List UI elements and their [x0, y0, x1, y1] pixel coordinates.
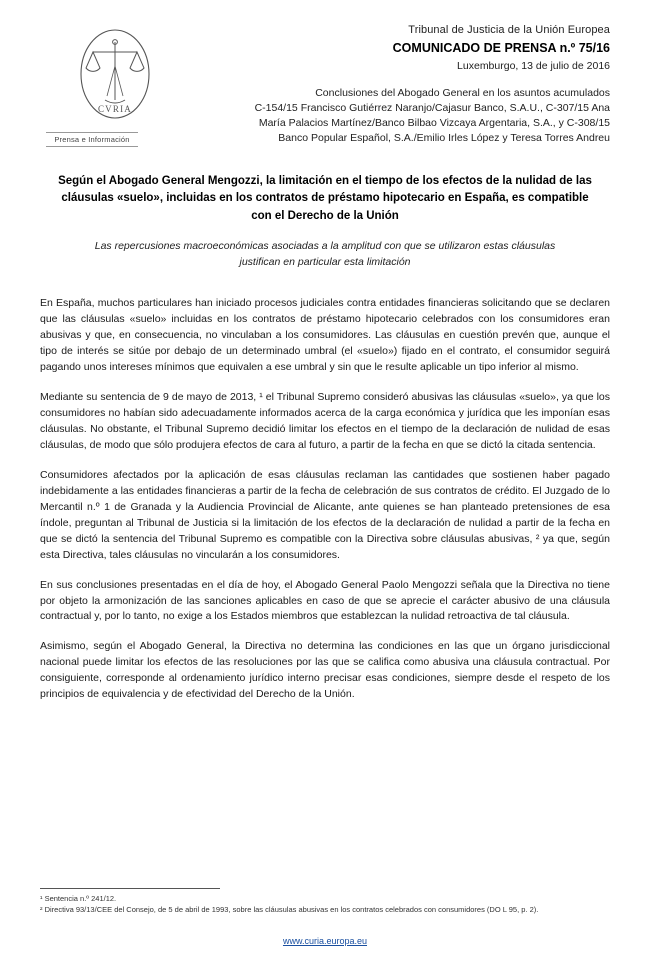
body-paragraph: Asimismo, según el Abogado General, la Directiva no determina las condiciones en las que un órgano jurisdiccional nacional puede limitar los efectos de las resoluciones por las que se califica como abusiva una cláusula contractual. Por consiguiente, corresponde al ordenamiento jurídico interno precisar esas condiciones, siempre desde el respeto de los principios de equivalencia y de efectividad del Derecho de la Unión. [40, 640, 610, 701]
body-paragraph: En España, muchos particulares han iniciado procesos judiciales contra entidades financieras solicitando que se declaren que las cláusulas «suelo» incluidas en los contratos de préstamo hipotecario celebrados con los consumidores eran abusivas y que, en consecuencia, no vinculaban a los consumidores. Las cláusulas en cuestión prevén que, aunque el tipo de interés se sitúe por debajo de un determinado umbral (el «suelo») fijado en el contrato, el consumidor seguirá pagando unos intereses mínimos que equivalen a ese umbral y sin que le resulte aplicable un tipo inferior al mismo. [40, 297, 610, 374]
header-right [190, 22, 610, 146]
page-subtitle: Las repercusiones macroeconómicas asociadas a la amplitud con que se utilizaron estas cláusulas justifican en particular esta limitación [94, 239, 556, 268]
document-body [40, 296, 610, 703]
curia-emblem-icon [67, 26, 163, 122]
footnotes [40, 888, 610, 916]
press-release-number: COMUNICADO DE PRENSA n.º 75/16 [392, 41, 610, 55]
page-title: Según el Abogado General Mengozzi, la limitación en el tiempo de los efectos de la nulidad de las cláusulas «suelo», incluidas en los contratos de préstamo hipotecario en España, es compatible con el Derecho de la Unión [58, 175, 592, 222]
body-paragraph: Consumidores afectados por la aplicación de esas cláusulas reclaman las cantidades que sostienen haber pagado indebidamente a las entidades financieras a partir de la fecha de celebración de sus contratos de crédito. El Juzgado de lo Mercantil n.º 1 de Granada y la Audiencia Provincial de Alicante, ante quienes se han planteado pretensiones de esa índole, preguntan al Tribunal de Justicia si la limitación de los efectos de la declaración de nulidad a partir de la fecha en que se dictó la sentencia del Tribunal Supremo es compatible con la Directiva sobre cláusulas abusivas, ² ya que, según esta Directiva, tales cláusulas no vincularán a los consumidores. [40, 468, 610, 561]
body-paragraph: Mediante su sentencia de 9 de mayo de 2013, ¹ el Tribunal Supremo consideró abusivas las cláusulas «suelo», ya que los consumidores no habían sido adecuadamente informados acerca de la carga económica y jurídica que les imponían esas cláusulas. No obstante, el Tribunal Supremo decidió limitar los efectos en el tiempo de la declaración de nulidad de esas cláusulas, de modo que sólo produjera efectos de cara al futuro, a partir de la fecha en que se dictó la citada sentencia. [40, 391, 610, 451]
footnote-item: ¹ Sentencia n.º 241/12. [40, 894, 117, 904]
place-and-date: Luxemburgo, 13 de julio de 2016 [457, 60, 610, 72]
case-reference-line: Conclusiones del Abogado General en los asuntos acumulados [315, 87, 610, 99]
case-reference-line: María Palacios Martínez/Banco Bilbao Vizcaya Argentaria, S.A., y C-308/15 [258, 116, 610, 129]
press-information-label: Prensa e Información [46, 132, 138, 147]
case-reference-line: C-154/15 Francisco Gutiérrez Naranjo/Cajasur Banco, S.A.U., C-307/15 Ana [254, 101, 610, 114]
curia-website-link[interactable]: www.curia.europa.eu [282, 936, 368, 946]
court-name: Tribunal de Justicia de la Unión Europea [408, 24, 610, 36]
document-header [40, 22, 610, 147]
case-reference-block [190, 86, 610, 146]
footnote-divider [40, 888, 220, 889]
logo-block [40, 22, 190, 147]
case-reference-line: Banco Popular Español, S.A./Emilio Irles López y Teresa Torres Andreu [278, 131, 610, 144]
body-paragraph: En sus conclusiones presentadas en el día de hoy, el Abogado General Paolo Mengozzi señala que la Directiva no tiene por objeto la armonización de las sanciones aplicables en caso de que se aprecie el carácter abusivo de una cláusula contractual y, por lo tanto, no exige a los Estados miembros que establezcan la nulidad retroactiva de tal cláusula. [40, 578, 610, 623]
logo-wordmark: CVRIA [97, 104, 133, 114]
footnote-item: ² Directiva 93/13/CEE del Consejo, de 5 de abril de 1993, sobre las cláusulas abusivas en los contratos celebrados con consumidores (DO L 95, p. 2). [40, 905, 539, 915]
